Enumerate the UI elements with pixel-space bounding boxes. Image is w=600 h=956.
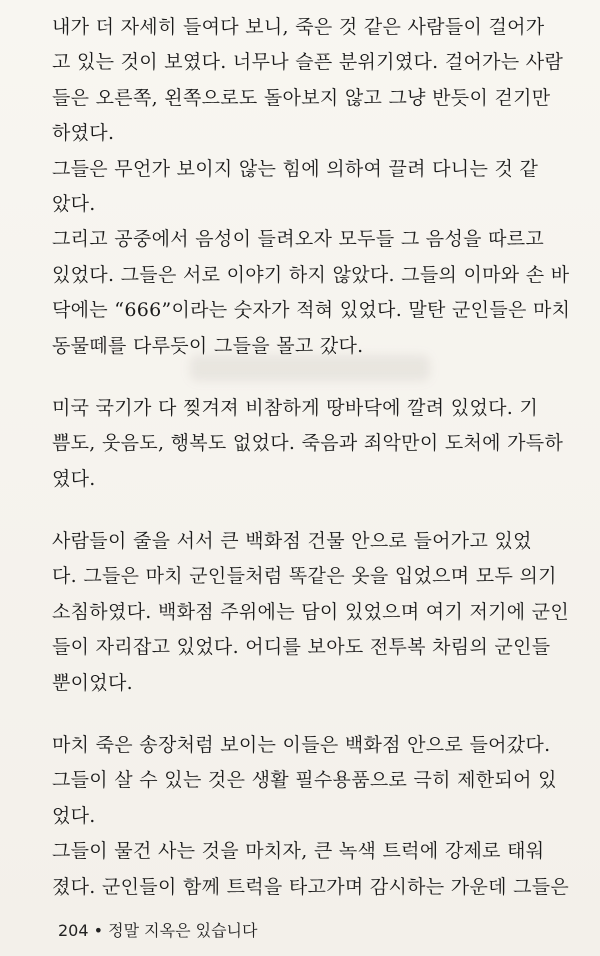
paragraph bbox=[52, 728, 578, 834]
text-line: 었다. bbox=[52, 804, 96, 827]
text-line: 마치 죽은 송장처럼 보이는 이들은 백화점 안으로 들어갔다. bbox=[52, 734, 551, 757]
text-line: 들은 오른쪽, 왼쪽으로도 돌아보지 않고 그냥 반듯이 걷기만 bbox=[52, 86, 551, 109]
text-line: 동물떼를 다루듯이 그들을 몰고 갔다. bbox=[52, 334, 364, 357]
paragraph bbox=[52, 524, 578, 701]
text-line: 그들은 무언가 보이지 않는 힘에 의하여 끌려 다니는 것 같 bbox=[52, 157, 539, 180]
text-line: 하였다. bbox=[52, 122, 115, 145]
paragraph bbox=[52, 391, 578, 497]
paragraph-gap bbox=[52, 701, 578, 728]
paragraph bbox=[52, 834, 578, 905]
text-line: 사람들이 줄을 서서 큰 백화점 건물 안으로 들어가고 있었 bbox=[52, 530, 532, 553]
page-footer bbox=[58, 918, 257, 941]
text-line: 다. 그들은 마치 군인들처럼 똑같은 옷을 입었으며 모두 의기 bbox=[52, 565, 557, 588]
text-line: 그들이 살 수 있는 것은 생활 필수용품으로 극히 제한되어 있 bbox=[52, 769, 557, 792]
text-line: 들이 자리잡고 있었다. 어디를 보아도 전투복 차림의 군인들 bbox=[52, 636, 551, 659]
paragraph bbox=[52, 10, 578, 152]
text-line: 았다. bbox=[52, 192, 96, 215]
text-line: 그리고 공중에서 음성이 들려오자 모두들 그 음성을 따르고 bbox=[52, 228, 545, 251]
paragraph-gap bbox=[52, 364, 578, 391]
paragraph-gap bbox=[52, 497, 578, 524]
text-line: 고 있는 것이 보였다. 너무나 슬픈 분위기였다. 걸어가는 사람 bbox=[52, 51, 564, 74]
text-line: 내가 더 자세히 들여다 보니, 죽은 것 같은 사람들이 걸어가 bbox=[52, 16, 545, 38]
text-line: 소침하였다. 백화점 주위에는 담이 있었으며 여기 저기에 군인 bbox=[52, 600, 570, 623]
text-line: 쁨도, 웃음도, 행복도 없었다. 죽음과 죄악만이 도처에 가득하 bbox=[52, 432, 564, 455]
text-line: 뿐이었다. bbox=[52, 671, 133, 694]
paragraph bbox=[52, 152, 578, 223]
text-line: 졌다. 군인들이 함께 트럭을 타고가며 감시하는 가운데 그들은 bbox=[52, 875, 570, 898]
text-line: 그들이 물건 사는 것을 마치자, 큰 녹색 트럭에 강제로 태워 bbox=[52, 840, 545, 863]
text-line: 였다. bbox=[52, 467, 96, 490]
footer-separator: • bbox=[93, 921, 104, 940]
body-text bbox=[52, 10, 578, 905]
text-line: 미국 국기가 다 찢겨져 비참하게 땅바닥에 깔려 있었다. 기 bbox=[52, 396, 539, 419]
page-number: 204 bbox=[58, 921, 89, 940]
text-line: 있었다. 그들은 서로 이야기 하지 않았다. 그들의 이마와 손 바 bbox=[52, 263, 570, 286]
book-title: 정말 지옥은 있습니다 bbox=[108, 921, 258, 940]
text-line: 닥에는 “666”이라는 숫자가 적혀 있었다. 말탄 군인들은 마치 bbox=[52, 299, 571, 322]
paragraph bbox=[52, 222, 578, 364]
